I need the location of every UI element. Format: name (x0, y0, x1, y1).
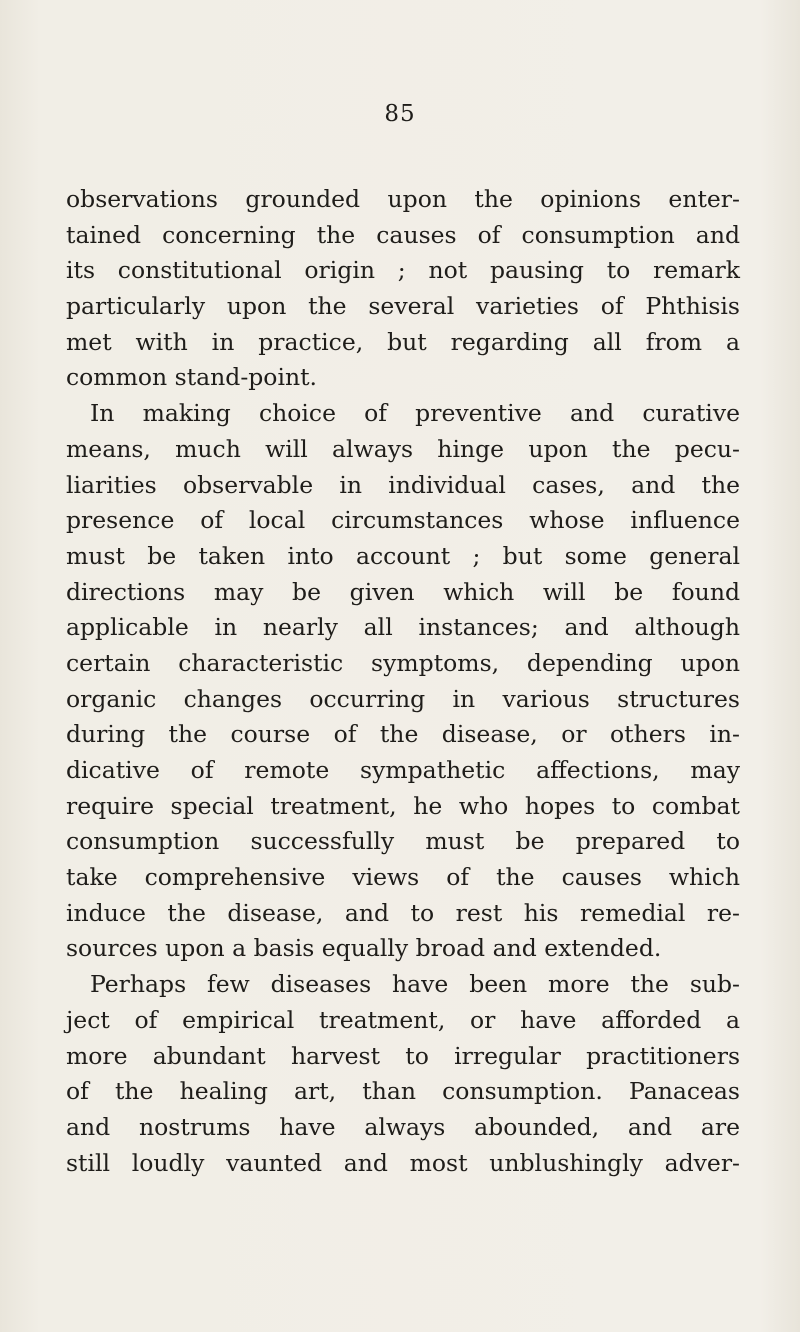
text-line: means, much will always hinge upon the pecu- (66, 434, 740, 463)
text-line: take comprehensive views of the causes which (66, 863, 740, 892)
text-line: In making choice of preventive and curative (90, 399, 740, 428)
text-line: its constitutional origin ; not pausing to remark (66, 256, 740, 285)
text-line: sources upon a basis equally broad and extended. (66, 934, 662, 963)
text-line: directions may be given which will be found (66, 577, 740, 606)
text-line: presence of local circumstances whose influence (66, 506, 740, 535)
text-line: particularly upon the several varieties of Phthisis (66, 292, 740, 321)
text-line: Perhaps few diseases have been more the sub- (90, 970, 740, 999)
body-text (66, 182, 740, 1181)
text-line: common stand-point. (66, 363, 318, 392)
text-line: more abundant harvest to irregular practitioners (66, 1041, 740, 1070)
text-line: certain characteristic symptoms, depending upon (66, 648, 740, 677)
text-line: ject of empirical treatment, or have afforded a (66, 1005, 740, 1034)
text-line: met with in practice, but regarding all from a (66, 327, 740, 356)
text-line: still loudly vaunted and most unblushingly adver- (66, 1148, 740, 1177)
text-line: organic changes occurring in various structures (66, 684, 740, 713)
text-line: and nostrums have always abounded, and are (66, 1112, 740, 1141)
text-line: liarities observable in individual cases, and the (66, 470, 740, 499)
text-line: tained concerning the causes of consumption and (66, 220, 740, 249)
page-number: 85 (384, 101, 416, 127)
text-line: must be taken into account ; but some general (66, 541, 740, 570)
text-line: applicable in nearly all instances; and although (66, 613, 740, 642)
text-line: consumption successfully must be prepared to (66, 827, 740, 856)
text-line: require special treatment, he who hopes to combat (66, 791, 740, 820)
text-line: during the course of the disease, or others in- (66, 720, 740, 749)
text-line: induce the disease, and to rest his remedial re- (66, 898, 740, 927)
text-line: dicative of remote sympathetic affections, may (66, 756, 740, 784)
text-line: observations grounded upon the opinions enter- (66, 185, 740, 213)
text-line: of the healing art, than consumption. Panaceas (66, 1077, 740, 1106)
